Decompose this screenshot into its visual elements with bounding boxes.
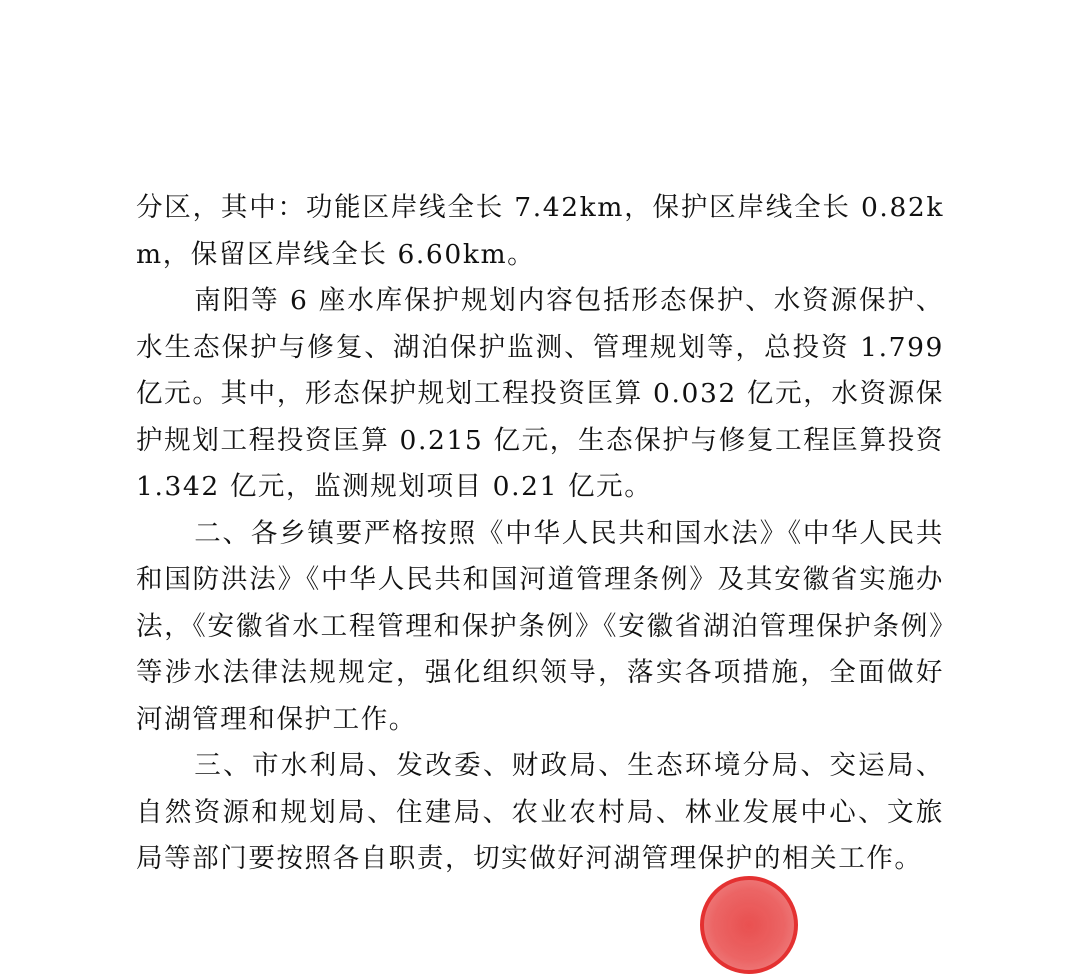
document-body (136, 185, 944, 883)
paragraph-townships: 二、各乡镇要严格按照《中华人民共和国水法》《中华人民共和国防洪法》《中华人民共和国河道管理条例》及其安徽省实施办法，《安徽省水工程管理和保护条例》《安徽省湖泊管理保护条例》等涉水法律法规规定，强化组织领导，落实各项措施，全面做好河湖管理和保护工作。 (136, 517, 944, 735)
official-seal-stamp (700, 876, 798, 974)
paragraph-reservoir-plan: 南阳等 6 座水库保护规划内容包括形态保护、水资源保护、水生态保护与修复、湖泊保护监测、管理规划等，总投资 1.799 亿元。其中，形态保护规划工程投资匡算 0.032 亿元，水资源保护规划工程投资匡算 0.215 亿元，生态保护与修复工程匡算投资 1.342 亿元，监测规划项目 0.21 亿元。 (136, 285, 944, 502)
paragraph-zoning: 分区，其中：功能区岸线全长 7.42km，保护区岸线全长 0.82km，保留区岸线全长 6.60km。 (136, 192, 944, 270)
paragraph-departments: 三、市水利局、发改委、财政局、生态环境分局、交运局、自然资源和规划局、住建局、农业农村局、林业发展中心、文旅局等部门要按照各自职责，切实做好河湖管理保护的相关工作。 (136, 750, 944, 874)
